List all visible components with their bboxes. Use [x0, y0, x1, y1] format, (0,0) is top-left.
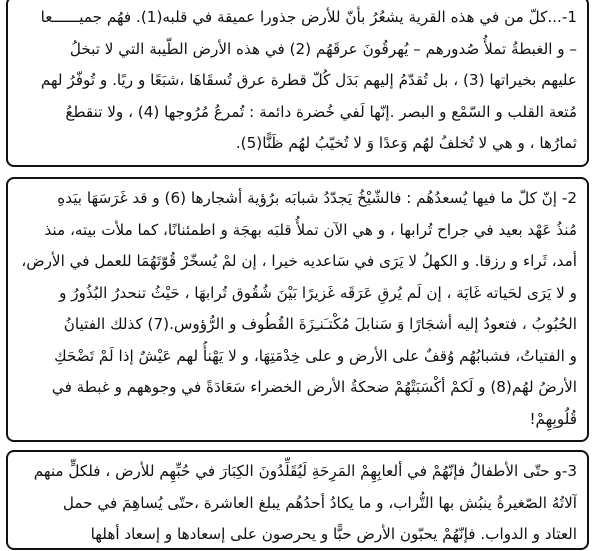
- text-line: ثمارُها ، و هي لا تُخلفُ لهُم وَعدًا وَ لا تُخيّبُ لهُم ظَنًّا(5).: [235, 134, 577, 152]
- paragraph-1: [6, 0, 589, 167]
- text-line: قُلُوبِهِمْ!: [529, 409, 577, 428]
- paragraph-3: [6, 450, 589, 550]
- text-line: – و الغبطةُ تملأُ صُدورهم – يُهرقُونَ عرقَهُم (2) في هذه الأرض الطّيبة التي لا تبخلُ: [69, 39, 577, 58]
- text-line: عليهم بخيراتها (3) ، بل تُقدّمُ إليهم بَدَل كُلّ قطرة عرق تُسقَاهَا ،شبَعًا و ريًا. و تُوفّرُ لهم: [40, 71, 577, 89]
- text-line: 3-و حتّى الأطفالُ فإنّهُمْ في ألعابِهِمْ المَرِحَةِ لَيُقَلِّدُونَ الكِبَارَ في حُبِّهِم للأرض ، فلكلٍّ منهم: [33, 462, 577, 480]
- text-line: 1-...كلّ من في هذه القرية يشعُرُ بأنّ للأرض جذورا عميقة في قلبه(1). فهُم جميــــــعا: [40, 8, 577, 26]
- text-line: مُنذُ عَهْد بعيد في جراح تُرابها ، و هي الآن تملأُ قلبَه بهجَة و اطمئنانًا، كما ملأت بيته، منذ: [44, 220, 577, 239]
- paragraph-2: [6, 177, 589, 442]
- text-line: العتاد و الدواب. فإنّهُمْ يحبّون الأرض حبًّا و يحرصون على إسعادها و إسعاد أهلها: [90, 525, 577, 543]
- text-line: آلاتُهُ الصّغيرةُ ينبُش بها التُّراب، و ما يكادُ أحدُهُم يبلغ العاشرة ،حتّى يُساهِمَ في حمل: [62, 493, 577, 512]
- text-line: أمد، ثَراء و رزقا. و الكهلُ لا يَرَى في سَاعديه خيرا ، إن لمْ يُسخّرْ قُوّتَهُمَا للعمل في الأرض،: [21, 252, 577, 270]
- text-line: و لا يَرَى لحَياته غَايَة ، إن لَم يُرقِ عَرَقَه غَزيرًا بَيْنَ شُقُوق تُرابهَا ، حَيْثُ تنحدرُ البُذُورُ و: [59, 283, 577, 302]
- text-line: 2- إنّ كلّ ما فيها يُسعدُهُم : فالشّيْخُ يَجدّدُ شبابَه برُؤية أشجارها (6) و قد غَرَسَهَا بيَدهِ: [57, 189, 577, 207]
- text-line: الأرضُ لهُم(8) و لَكمْ أكْسَبَتْهُمْ ضحكةُ الأرض الخضراء سَعَادَةً في وجوههم و غبطة في: [51, 378, 577, 396]
- text-line: الحُبُوبُ ، فتعودُ إليه أشجَارًا وَ سَنابلَ مُكْتـَنـِزَةَ القُطُوف و الرُّؤوس.(7) كذلك الفتيانُ: [63, 315, 577, 333]
- text-line: و الفتياتُ، فشبابُهُم وُقفٌ على الأرض و على خِدْمَتِهَا، و لا يَهْنأُ لهم عَيْشٌ إذا لَمْ تَضْحَكِ: [54, 346, 577, 365]
- text-line: مُتعة القلب و السّمْع و البصر .إنّها لَفي خُضرة دائمة : تُمرعُ مُرُوجها (4) ، ولا تنقطعُ: [65, 102, 577, 121]
